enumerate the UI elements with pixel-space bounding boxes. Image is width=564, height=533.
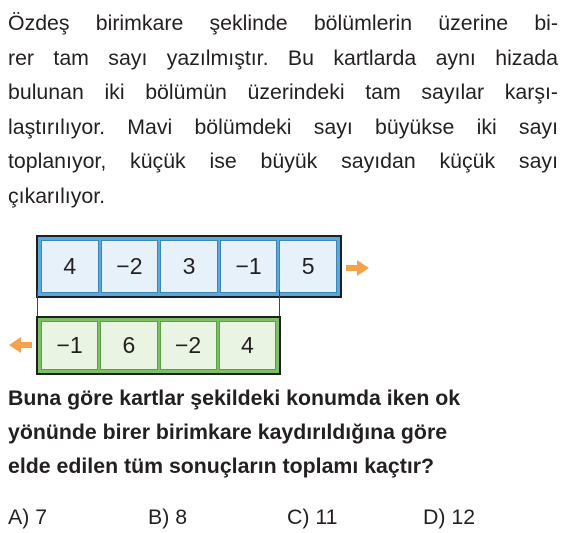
green-cell: −1 bbox=[41, 321, 98, 370]
answer-options bbox=[0, 502, 564, 532]
blue-cell: −1 bbox=[220, 240, 278, 293]
alignment-tick-left bbox=[37, 290, 38, 316]
blue-cell: −2 bbox=[101, 240, 159, 293]
question-line-2: yönünde birer birimkare kaydırıldığına göre bbox=[8, 420, 448, 444]
problem-line-5: toplanıyor, küçük ise büyük sayıdan küçük sayı bbox=[8, 149, 558, 174]
green-card bbox=[36, 316, 281, 375]
problem-line-1: Özdeş birimkare şeklinde bölümlerin üzerine bi- bbox=[8, 11, 558, 35]
blue-card bbox=[36, 235, 342, 298]
arrow-left-icon bbox=[8, 336, 32, 354]
question-line-1: Buna göre kartlar şekildeki konumda iken ok bbox=[8, 386, 461, 410]
question bbox=[8, 381, 558, 483]
problem-line-4: laştırılıyor. Mavi bölümdeki sayı büyükse iki sayı bbox=[8, 114, 558, 139]
option-a[interactable]: A) 7 bbox=[8, 505, 48, 529]
green-cell: 4 bbox=[219, 321, 276, 370]
problem-statement bbox=[8, 6, 558, 214]
problem-line-3: bulunan iki bölümün üzerindeki tam sayılar karşı- bbox=[8, 80, 558, 105]
arrow-right-icon bbox=[346, 259, 370, 277]
alignment-tick-right bbox=[279, 290, 280, 316]
problem-line-2: rer tam sayı yazılmıştır. Bu kartlarda aynı hizada bbox=[8, 45, 558, 70]
problem-line-6: çıkarılıyor. bbox=[8, 183, 106, 208]
option-d[interactable]: D) 12 bbox=[423, 505, 476, 529]
blue-cell: 3 bbox=[160, 240, 218, 293]
green-cell: −2 bbox=[160, 321, 217, 370]
option-c[interactable]: C) 11 bbox=[287, 505, 338, 529]
option-b[interactable]: B) 8 bbox=[148, 505, 188, 529]
blue-cell: 5 bbox=[279, 240, 337, 293]
question-line-3: elde edilen tüm sonuçların toplamı kaçtır? bbox=[8, 454, 435, 478]
green-cell: 6 bbox=[100, 321, 157, 370]
blue-cell: 4 bbox=[41, 240, 99, 293]
